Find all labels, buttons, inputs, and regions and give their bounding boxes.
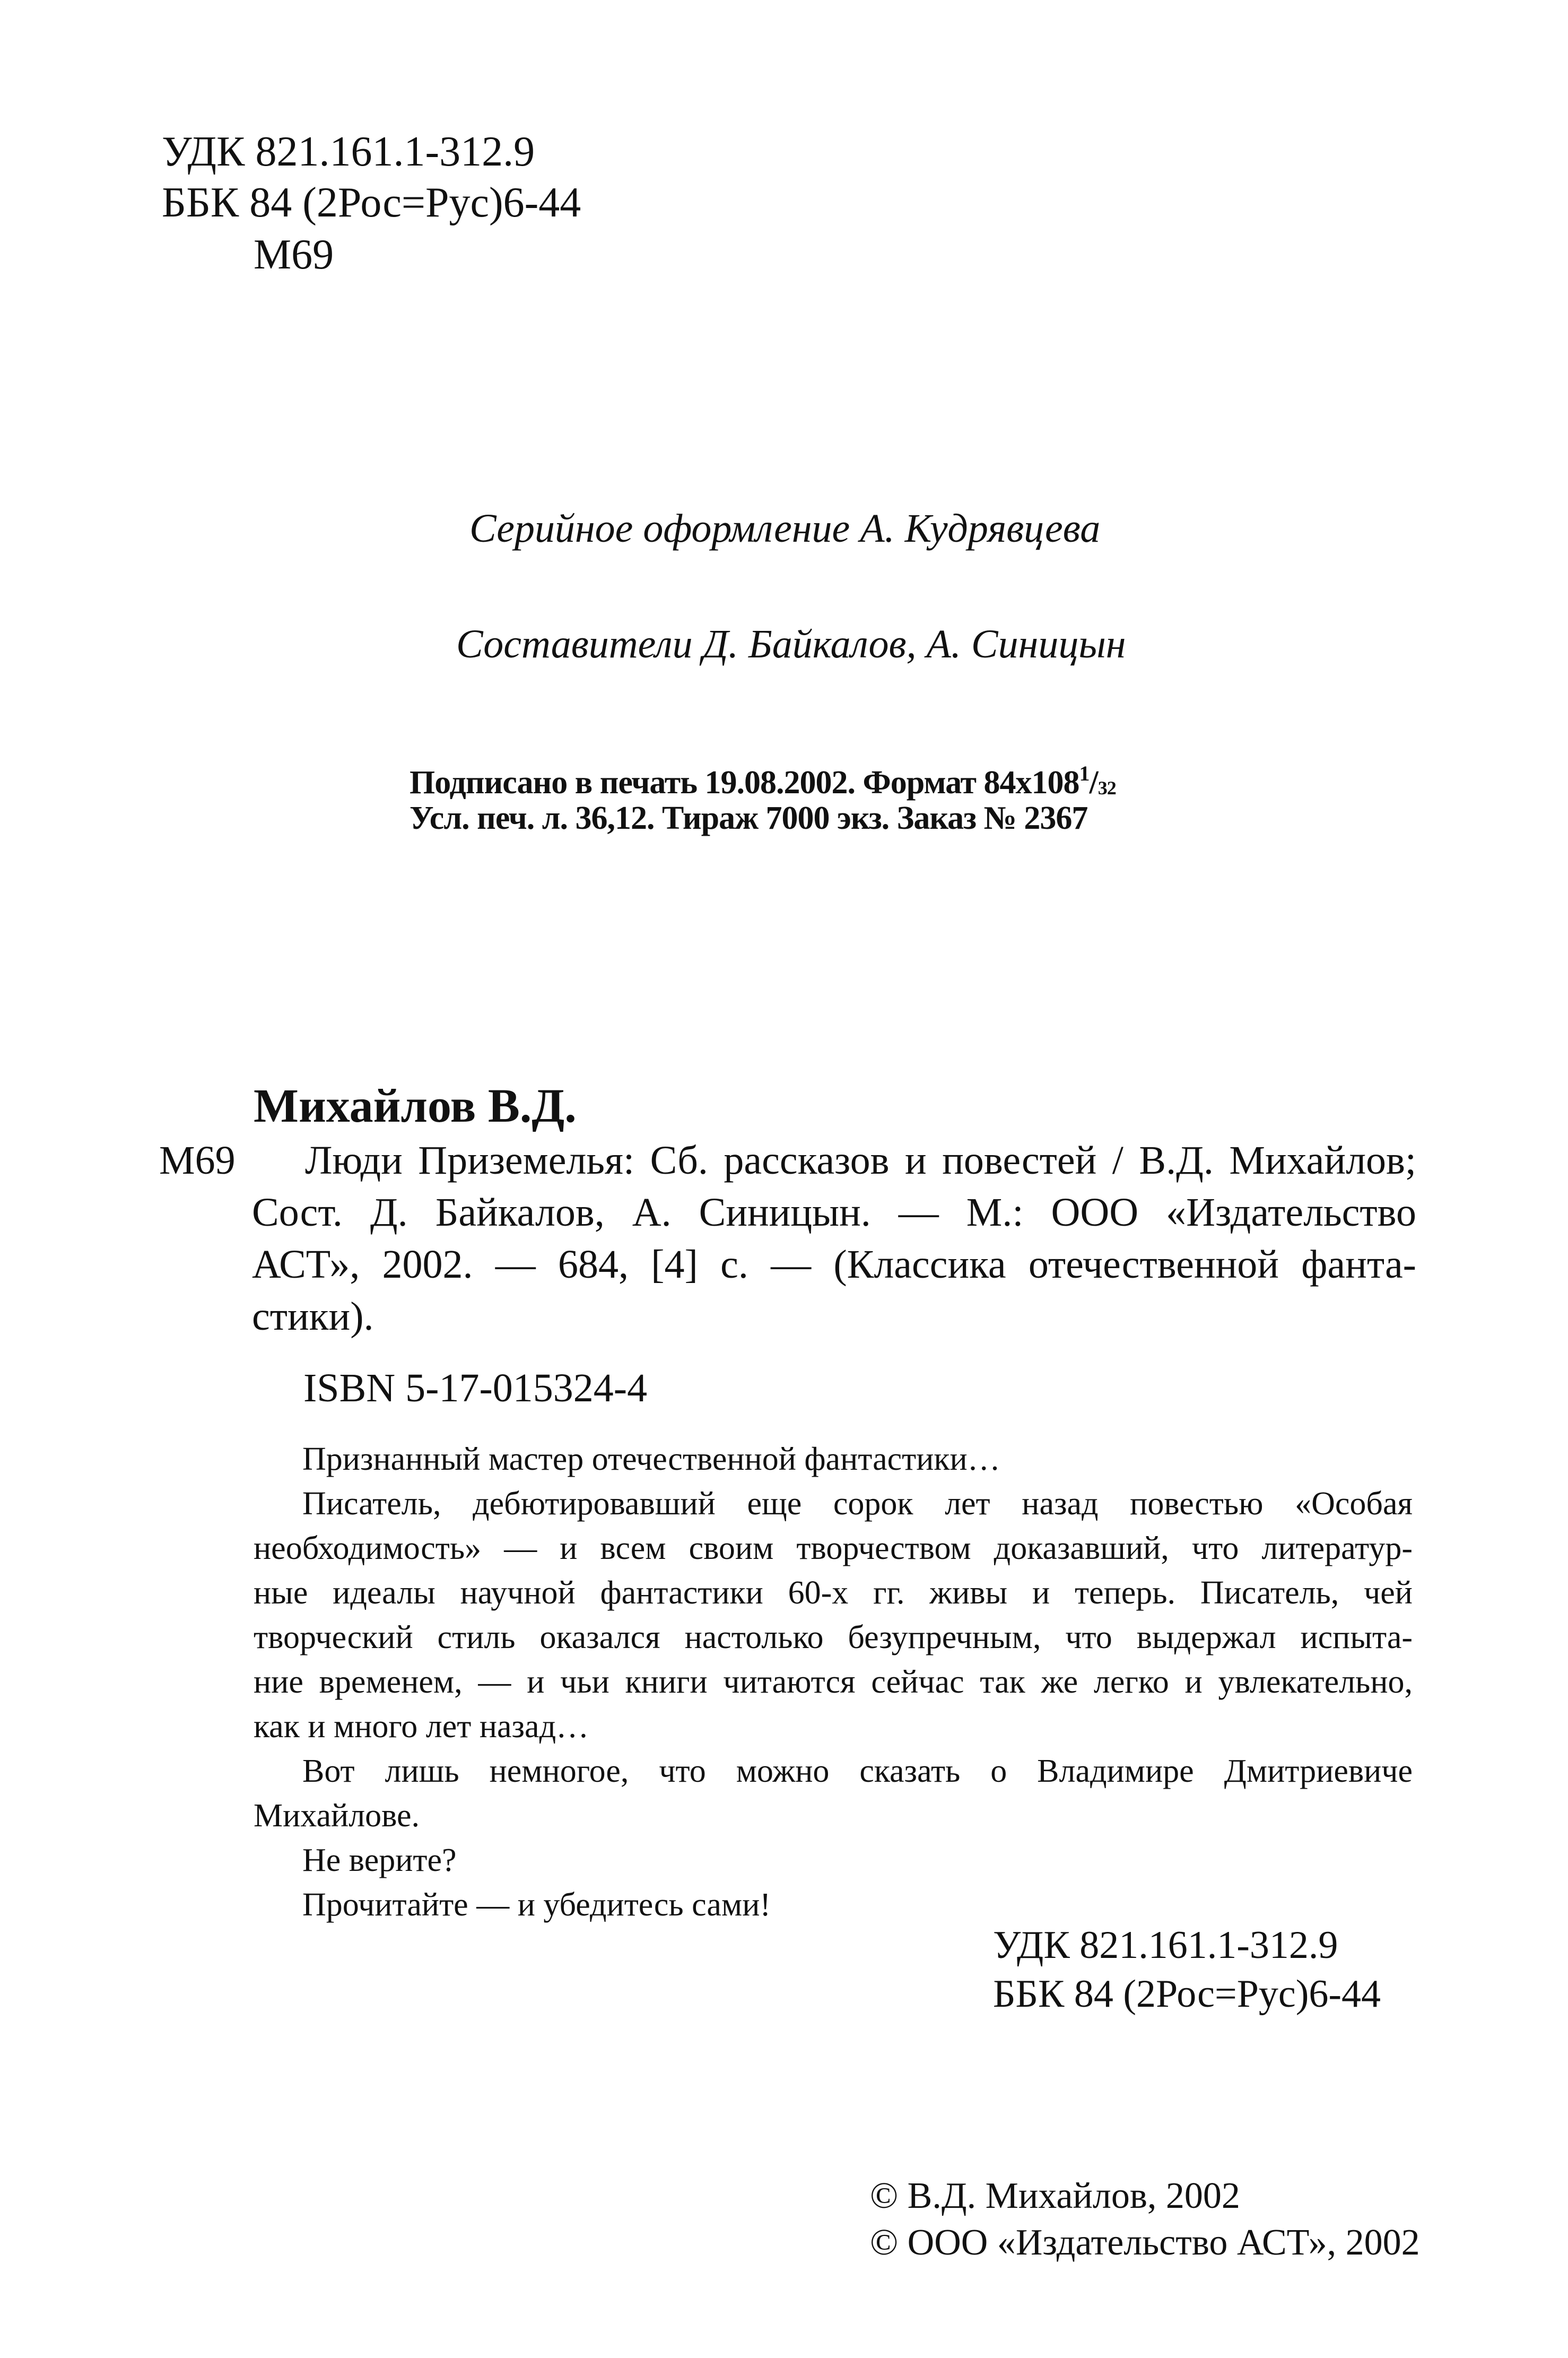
annotation-line: ные идеалы научной фантастики 60-х гг. живы и теперь. Писатель, чей xyxy=(254,1575,1413,1611)
isbn: ISBN 5-17-015324-4 xyxy=(303,1366,648,1410)
annotation xyxy=(254,1437,1413,1927)
annotation-line: Писатель, дебютировавший еще сорок лет назад повестью «Особая xyxy=(302,1486,1413,1522)
author-heading: Михайлов В.Д. xyxy=(254,1080,577,1132)
annotation-line: Не верите? xyxy=(302,1842,457,1878)
footer-bbk-code: ББК 84 (2Рос=Рус)6-44 xyxy=(993,1972,1381,2016)
author-sign-code: М69 xyxy=(254,231,334,278)
print-info-line-2: Усл. печ. л. 36,12. Тираж 7000 экз. Заказ № 2367 xyxy=(410,800,1088,836)
annotation-line: Признанный мастер отечественной фантастики… xyxy=(302,1441,1000,1477)
annotation-line: Михайлове. xyxy=(254,1798,420,1834)
bibliographic-description xyxy=(252,1134,1416,1342)
bib-line: Люди Приземелья: Сб. рассказов и повестей / В.Д. Михайлов; xyxy=(305,1138,1416,1183)
annotation-line: Прочитайте — и убедитесь сами! xyxy=(302,1887,771,1923)
compilers-credit: Составители Д. Байкалов, А. Синицын xyxy=(456,622,1126,666)
udk-code: УДК 821.161.1-312.9 xyxy=(162,128,535,175)
bib-line: Сост. Д. Байкалов, А. Синицын. — М.: ООО «Издательство xyxy=(252,1190,1416,1235)
bbk-code: ББК 84 (2Рос=Рус)6-44 xyxy=(162,179,581,226)
annotation-line: ние временем, — и чьи книги читаются сейчас так же легко и увлекательно, xyxy=(254,1664,1413,1700)
bib-line: АСТ», 2002. — 684, [4] с. — (Классика отечественной фанта- xyxy=(252,1242,1416,1287)
print-info-format: Подписано в печать 19.08.2002. Формат 84x108 xyxy=(410,765,1079,801)
series-design-credit: Серийное оформление А. Кудрявцева xyxy=(469,506,1101,551)
format-fraction: $^1/_{32}$ xyxy=(1079,761,1116,801)
bib-line: стики). xyxy=(252,1294,374,1339)
footer-udk-code: УДК 821.161.1-312.9 xyxy=(993,1923,1338,1967)
annotation-line: как и много лет назад… xyxy=(254,1709,589,1745)
copyright-author: © В.Д. Михайлов, 2002 xyxy=(870,2175,1240,2216)
entry-code: М69 xyxy=(159,1138,236,1183)
annotation-line: необходимость» — и всем своим творчеством доказавший, что литератур- xyxy=(254,1530,1413,1566)
annotation-line: творческий стиль оказался настолько безупречным, что выдержал испыта- xyxy=(254,1619,1413,1655)
copyright-publisher: © ООО «Издательство АСТ», 2002 xyxy=(870,2222,1420,2263)
annotation-line: Вот лишь немногое, что можно сказать о Владимире Дмитриевиче xyxy=(302,1753,1413,1789)
